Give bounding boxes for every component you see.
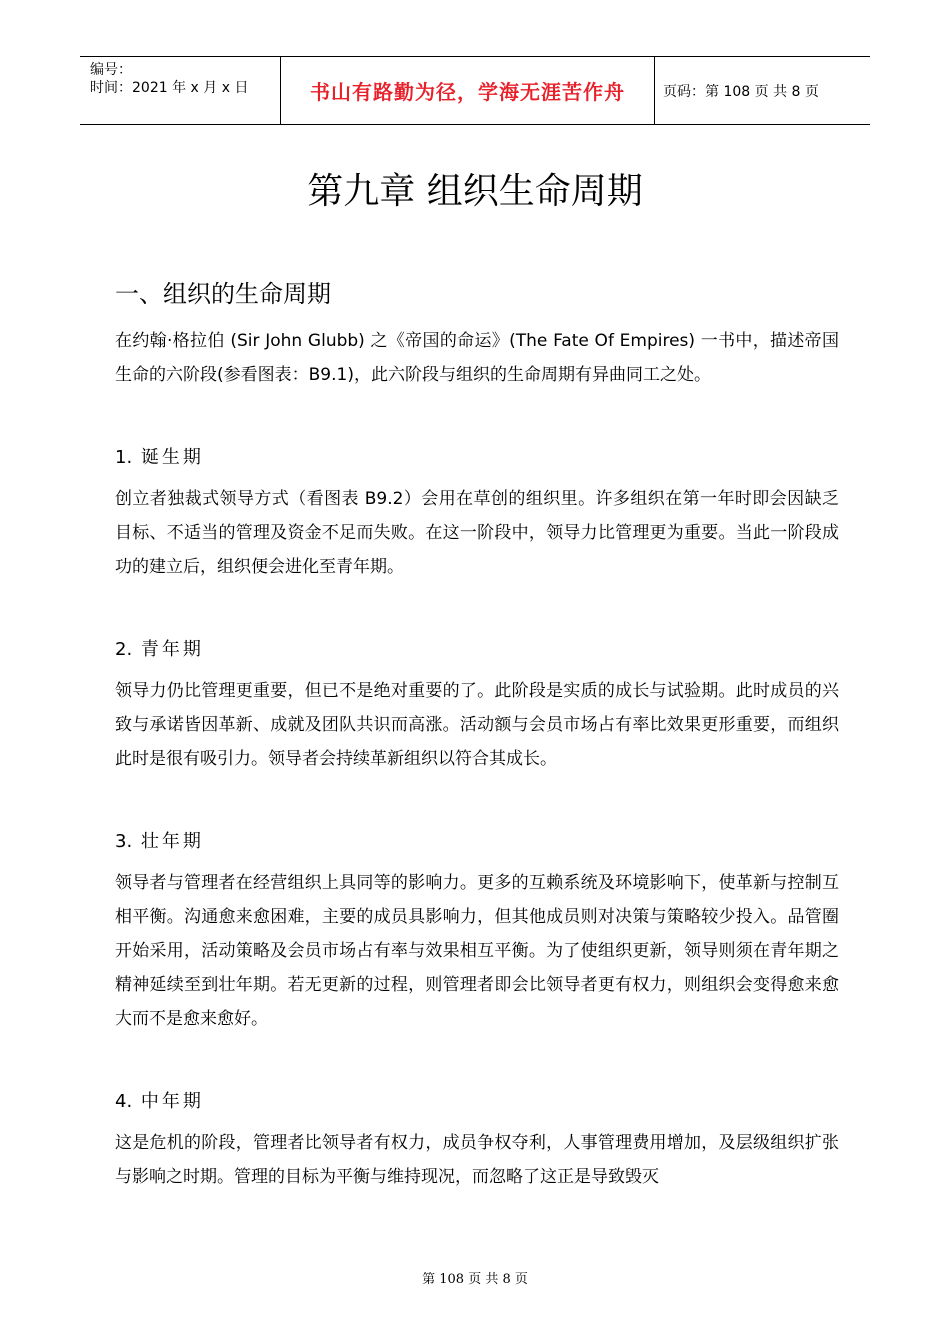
stage-heading-3 (115, 828, 839, 856)
stage-heading-2 (115, 636, 839, 664)
stage-name: 中年期 (140, 1091, 204, 1112)
document-body (115, 276, 839, 1194)
stage-heading-4 (115, 1088, 839, 1116)
time-label: 时间：2021 年 x 月 x 日 (90, 80, 249, 96)
stage-name: 青年期 (140, 639, 204, 660)
page-footer: 第 108 页 共 8 页 (422, 1272, 528, 1287)
intro-paragraph: 在约翰·格拉伯 (Sir John Glubb) 之《帝国的命运》(The Fate Of Empires) 一书中，描述帝国生命的六阶段(参看图表：B9.1)，此六阶段与组织的生命周期有异曲同工之处。 (115, 331, 839, 385)
stage-heading-1 (115, 444, 839, 472)
stage-number: 1. (115, 447, 133, 468)
header-meta-cell (80, 57, 281, 124)
stage-number: 2. (115, 639, 133, 660)
page-title: 第九章 组织生命周期 (307, 171, 643, 212)
stage-number: 3. (115, 831, 133, 852)
stage-name: 壮年期 (140, 831, 204, 852)
header-motto: 书山有路勤为径，学海无涯苦作舟 (281, 57, 655, 124)
stage-name: 诞生期 (140, 447, 204, 468)
stage-paragraph-2: 领导力仍比管理更重要，但已不是绝对重要的了。此阶段是实质的成长与试验期。此时成员的兴致与承诺皆因革新、成就及团队共识而高涨。活动额与会员市场占有率比效果更形重要，而组织此时是很有吸引力。领导者会持续革新组织以符合其成长。 (115, 681, 839, 769)
header-table (80, 56, 870, 125)
stage-paragraph-3: 领导者与管理者在经营组织上具同等的影响力。更多的互赖系统及环境影响下，使革新与控制互相平衡。沟通愈来愈困难，主要的成员具影响力，但其他成员则对决策与策略较少投入。品管圈开始采用，活动策略及会员市场占有率与效果相互平衡。为了使组织更新，领导则须在青年期之精神延续至到壮年期。若无更新的过程，则管理者即会比领导者更有权力，则组织会变得愈来愈大而不是愈来愈好。 (115, 873, 839, 1029)
stage-number: 4. (115, 1091, 133, 1112)
serial-label: 编号： (90, 62, 132, 78)
stage-paragraph-4: 这是危机的阶段，管理者比领导者有权力，成员争权夺利，人事管理费用增加，及层级组织扩张与影响之时期。管理的目标为平衡与维持现况，而忽略了这正是导致毁灭 (115, 1133, 839, 1187)
section-heading: 一、组织的生命周期 (115, 280, 331, 308)
stage-paragraph-1: 创立者独裁式领导方式（看图表 B9.2）会用在草创的组织里。许多组织在第一年时即会因缺乏目标、不适当的管理及资金不足而失败。在这一阶段中，领导力比管理更为重要。当此一阶段成功的建立后，组织便会进化至青年期。 (115, 489, 839, 577)
header-page-code: 页码：第 108 页 共 8 页 (663, 83, 819, 100)
